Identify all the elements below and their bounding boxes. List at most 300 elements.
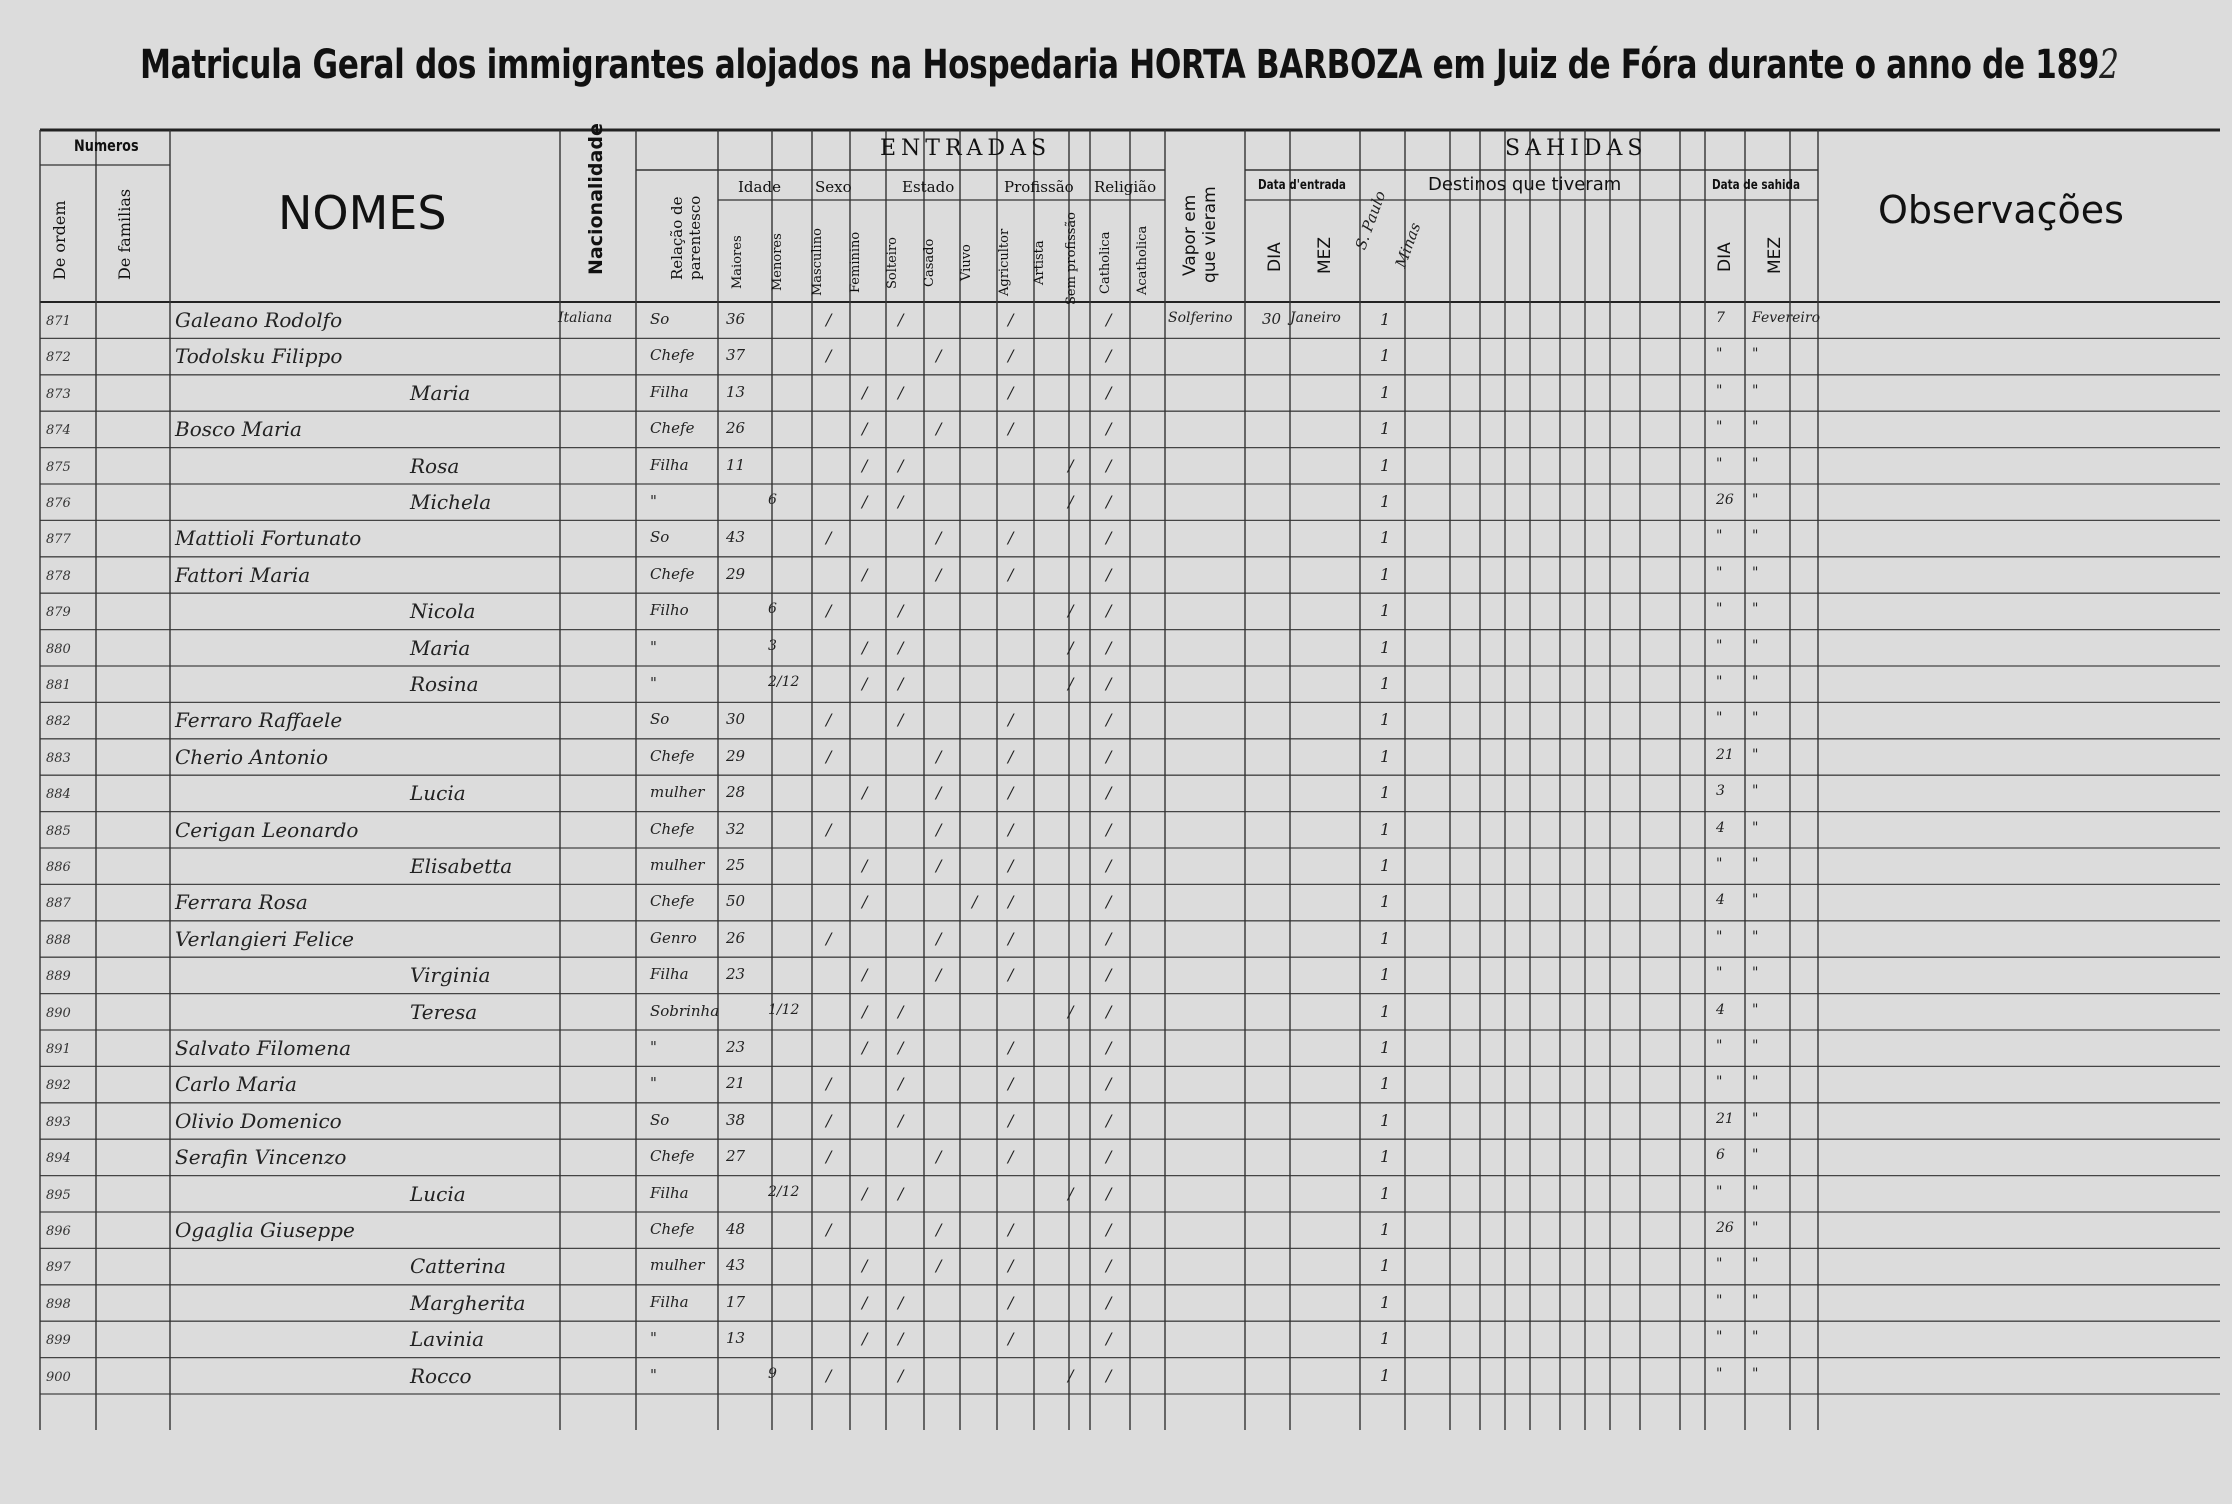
- row-religiao-mark: /: [1106, 564, 1112, 584]
- row-destino-mark: 1: [1380, 637, 1391, 657]
- row-age-minor: 1/12: [768, 1001, 800, 1018]
- row-profissao-mark: /: [1008, 310, 1014, 329]
- row-sex-mark: /: [826, 346, 832, 366]
- row-relation: Sobrinha: [650, 1001, 720, 1020]
- row-profissao-mark: /: [1008, 419, 1014, 439]
- row-destino-mark: 1: [1380, 783, 1391, 803]
- row-relation: Filha: [650, 965, 689, 984]
- row-ordem-number: 881: [46, 678, 71, 693]
- row-ordem-number: 888: [46, 932, 71, 948]
- row-dia-sahida: 3: [1716, 783, 1725, 800]
- row-estado-mark: /: [936, 564, 942, 584]
- row-relation: ": [650, 1329, 657, 1348]
- row-age-minor: 6: [768, 601, 777, 618]
- row-profissao-mark: /: [1008, 1256, 1014, 1276]
- row-religiao-mark: /: [1106, 1038, 1112, 1057]
- row-mez-sahida: ": [1752, 382, 1759, 399]
- row-mez-sahida: ": [1752, 892, 1759, 909]
- header-nacionalidade: Nacionalidade: [585, 123, 607, 275]
- row-relation: mulher: [650, 783, 705, 802]
- row-dia-sahida: ": [1716, 601, 1723, 618]
- row-age-adult: 26: [726, 928, 746, 947]
- row-relation: Chefe: [650, 419, 695, 438]
- row-relation: Filho: [650, 601, 689, 620]
- row-estado-mark: /: [936, 928, 942, 948]
- row-sex-mark: /: [862, 1329, 868, 1349]
- row-sex-mark: /: [862, 564, 868, 584]
- row-mez-sahida: ": [1752, 564, 1759, 581]
- row-age-adult: 28: [726, 783, 746, 802]
- row-profissao-mark: /: [1008, 710, 1014, 730]
- row-name: Olivio Domenico: [175, 1108, 342, 1133]
- row-age-adult: 21: [726, 1074, 746, 1093]
- row-estado-mark: /: [898, 710, 904, 730]
- row-destino-mark: 1: [1380, 856, 1391, 875]
- header-mez-sahida: MEZ: [1765, 236, 1785, 274]
- row-ordem-number: 880: [46, 641, 71, 657]
- row-age-adult: 36: [726, 310, 746, 328]
- row-name: Lucia: [410, 781, 466, 806]
- row-profissao-mark: /: [1008, 819, 1014, 839]
- row-profissao-mark: /: [1008, 856, 1014, 875]
- row-profissao-mark: /: [1008, 928, 1014, 948]
- row-dia-sahida: ": [1716, 674, 1723, 690]
- row-religiao-mark: /: [1106, 1329, 1112, 1349]
- row-mez-sahida: ": [1752, 1110, 1759, 1127]
- row-name: Nicola: [410, 599, 476, 624]
- row-religiao-mark: /: [1106, 1220, 1112, 1239]
- row-estado-mark: /: [898, 492, 904, 511]
- row-ordem-number: 896: [46, 1224, 71, 1239]
- row-name: Virginia: [410, 963, 491, 988]
- row-relation: Filha: [650, 1292, 689, 1311]
- row-age-minor: 9: [768, 1365, 777, 1382]
- row-estado-mark: /: [898, 455, 904, 475]
- row-age-adult: 13: [726, 382, 746, 401]
- row-destino-mark: 1: [1380, 1329, 1391, 1349]
- row-age-adult: 13: [726, 1329, 746, 1348]
- row-relation: ": [650, 1038, 657, 1056]
- row-profissao-mark: /: [1008, 564, 1014, 584]
- row-ordem-number: 886: [46, 860, 71, 875]
- row-ordem-number: 897: [46, 1260, 71, 1276]
- row-relation: Genro: [650, 928, 697, 947]
- row-destino-mark: 1: [1380, 892, 1391, 912]
- row-ordem-number: 882: [46, 714, 71, 730]
- row-relation: Chefe: [650, 564, 695, 583]
- row-mez-sahida: ": [1752, 1038, 1759, 1054]
- row-religiao-mark: /: [1106, 710, 1112, 730]
- row-mez-sahida: ": [1752, 419, 1759, 436]
- header-nomes: NOMES: [278, 186, 447, 240]
- row-destino-mark: 1: [1380, 346, 1391, 366]
- row-name: Teresa: [410, 999, 478, 1024]
- row-relation: Chefe: [650, 892, 695, 911]
- row-estado-mark: /: [936, 965, 942, 985]
- row-destino-mark: 1: [1380, 710, 1391, 730]
- row-age-minor: 2/12: [768, 674, 800, 690]
- row-name: Todolsku Filippo: [175, 344, 343, 369]
- row-destino-mark: 1: [1380, 1183, 1391, 1203]
- row-nationality: Italiana: [558, 310, 613, 326]
- header-agricultor: Agricultor: [997, 228, 1012, 296]
- row-sex-mark: /: [862, 382, 868, 402]
- row-relation: Chefe: [650, 346, 695, 365]
- row-destino-mark: 1: [1380, 382, 1391, 402]
- row-ordem-number: 892: [46, 1078, 71, 1094]
- row-ordem-number: 899: [46, 1333, 71, 1349]
- row-ordem-number: 884: [46, 787, 71, 803]
- header-profissao: Profissão: [1004, 178, 1074, 196]
- row-estado-mark: /: [898, 382, 904, 402]
- row-relation: ": [650, 1074, 657, 1093]
- row-name: Maria: [410, 380, 471, 405]
- row-religiao-mark: /: [1106, 965, 1112, 985]
- row-name: Ferraro Raffaele: [175, 708, 343, 733]
- row-profissao-mark: /: [1008, 892, 1014, 912]
- row-sex-mark: /: [862, 419, 868, 439]
- row-destino-mark: 1: [1380, 1110, 1391, 1130]
- header-entradas: ENTRADAS: [880, 136, 1052, 161]
- row-dia-sahida: 4: [1716, 819, 1725, 836]
- row-profissao-mark: /: [1008, 346, 1014, 366]
- header-feminino: Feminino: [848, 231, 863, 293]
- row-dia-sahida: ": [1716, 419, 1723, 436]
- row-religiao-mark: /: [1106, 819, 1112, 839]
- row-estado-mark: /: [936, 746, 942, 766]
- row-religiao-mark: /: [1106, 928, 1112, 948]
- row-ordem-number: 878: [46, 568, 71, 584]
- row-name: Fattori Maria: [175, 562, 311, 587]
- row-name: Ferrara Rosa: [175, 890, 308, 915]
- row-profissao-mark: /: [1008, 1110, 1014, 1130]
- row-profissao-mark: /: [1008, 528, 1014, 548]
- row-dia-sahida: 26: [1716, 1220, 1734, 1236]
- row-mez-sahida: ": [1752, 528, 1759, 545]
- row-sex-mark: /: [862, 637, 868, 657]
- row-dia-sahida: ": [1716, 1329, 1723, 1346]
- row-estado-mark: /: [936, 528, 942, 548]
- row-age-adult: 43: [726, 1256, 746, 1275]
- row-profissao-mark: /: [1068, 455, 1074, 475]
- row-relation: mulher: [650, 856, 705, 874]
- row-name: Elisabetta: [410, 854, 513, 878]
- header-observacoes: Observações: [1878, 188, 2124, 232]
- row-mez-sahida: ": [1752, 965, 1759, 982]
- row-profissao-mark: /: [1068, 601, 1074, 621]
- row-destino-mark: 1: [1380, 1147, 1391, 1167]
- header-de-ordem: De ordem: [50, 200, 69, 280]
- header-mez-entrada: MEZ: [1315, 236, 1335, 274]
- row-dia-sahida: ": [1716, 1038, 1723, 1054]
- row-sex-mark: /: [862, 965, 868, 985]
- row-mez-sahida: ": [1752, 928, 1759, 945]
- row-dia-sahida: 21: [1716, 746, 1734, 763]
- row-dia-sahida: ": [1716, 564, 1723, 581]
- row-ordem-number: 894: [46, 1151, 71, 1167]
- row-religiao-mark: /: [1106, 1110, 1112, 1130]
- row-sex-mark: /: [826, 528, 832, 548]
- row-age-adult: 17: [726, 1292, 746, 1311]
- row-mez-sahida: ": [1752, 1220, 1759, 1236]
- row-mez-sahida: ": [1752, 819, 1759, 836]
- row-destino-mark: 1: [1380, 1038, 1391, 1057]
- row-relation: Chefe: [650, 819, 695, 838]
- row-ordem-number: 876: [46, 496, 71, 511]
- row-mez-sahida: ": [1752, 783, 1759, 800]
- row-name: Catterina: [410, 1254, 506, 1279]
- row-destino-mark: 1: [1380, 1001, 1391, 1021]
- row-religiao-mark: /: [1106, 856, 1112, 875]
- row-dia-sahida: 6: [1716, 1147, 1725, 1164]
- row-name: Verlangieri Felice: [175, 926, 355, 951]
- row-religiao-mark: /: [1106, 1074, 1112, 1094]
- row-estado-mark: /: [936, 783, 942, 803]
- row-destino-mark: 1: [1380, 564, 1391, 584]
- row-mez-sahida: ": [1752, 856, 1759, 872]
- header-destinos: Destinos que tiveram: [1428, 174, 1622, 195]
- row-ordem-number: 893: [46, 1114, 71, 1130]
- row-mez-sahida: ": [1752, 1365, 1759, 1382]
- row-sex-mark: /: [862, 783, 868, 803]
- row-dia-sahida: ": [1716, 965, 1723, 982]
- row-destino-mark: 1: [1380, 419, 1391, 439]
- row-religiao-mark: /: [1106, 674, 1112, 693]
- row-destino-mark: 1: [1380, 746, 1391, 766]
- row-age-adult: 43: [726, 528, 746, 547]
- row-mez-sahida: ": [1752, 710, 1759, 727]
- row-relation: So: [650, 710, 670, 729]
- row-name: Bosco Maria: [175, 417, 302, 442]
- row-ordem-number: 895: [46, 1187, 71, 1203]
- row-profissao-mark: /: [1068, 1183, 1074, 1203]
- row-dia-sahida: 21: [1716, 1110, 1734, 1127]
- row-sex-mark: /: [826, 710, 832, 730]
- row-name: Ogaglia Giuseppe: [175, 1218, 355, 1242]
- row-relation: ": [650, 492, 657, 510]
- row-age-adult: 11: [726, 455, 746, 474]
- row-profissao-mark: /: [1068, 1365, 1074, 1385]
- row-profissao-mark: /: [1068, 637, 1074, 657]
- row-religiao-mark: /: [1106, 1001, 1112, 1021]
- row-ordem-number: 873: [46, 386, 71, 402]
- row-sex-mark: /: [826, 1147, 832, 1167]
- row-mez-sahida: ": [1752, 637, 1759, 654]
- row-sex-mark: /: [862, 892, 868, 912]
- row-estado-mark: /: [972, 892, 978, 912]
- row-profissao-mark: /: [1008, 1292, 1014, 1312]
- row-dia-sahida: 7: [1716, 310, 1725, 326]
- row-ordem-number: 885: [46, 823, 71, 839]
- row-sex-mark: /: [826, 1110, 832, 1130]
- row-profissao-mark: /: [1008, 1220, 1014, 1239]
- row-relation: So: [650, 528, 670, 547]
- row-religiao-mark: /: [1106, 382, 1112, 402]
- row-sex-mark: /: [826, 746, 832, 766]
- row-sex-mark: /: [826, 1220, 832, 1239]
- row-estado-mark: /: [898, 1329, 904, 1349]
- row-relation: Chefe: [650, 1147, 695, 1166]
- row-sex-mark: /: [826, 601, 832, 621]
- row-age-adult: 50: [726, 892, 746, 911]
- row-mez-sahida: ": [1752, 674, 1759, 690]
- row-name: Rocco: [410, 1363, 472, 1388]
- row-mez-sahida: ": [1752, 1183, 1759, 1200]
- row-age-adult: 32: [726, 819, 746, 838]
- header-de-familias: De familias: [115, 188, 134, 280]
- page-title: [140, 42, 2119, 88]
- row-dia-sahida: ": [1716, 1365, 1723, 1382]
- destino-col-2: Minas: [1391, 220, 1425, 271]
- row-destino-mark: 1: [1380, 674, 1391, 693]
- row-ordem-number: 871: [46, 314, 71, 329]
- row-name: Michela: [410, 490, 492, 514]
- row-religiao-mark: /: [1106, 783, 1112, 803]
- row-profissao-mark: /: [1008, 1074, 1014, 1094]
- row-name: Margherita: [410, 1290, 526, 1315]
- row-relation: Filha: [650, 455, 689, 474]
- row-mez-sahida: ": [1752, 746, 1759, 763]
- row-profissao-mark: /: [1008, 783, 1014, 803]
- row-name: Rosa: [410, 453, 460, 478]
- row-name: Serafin Vincenzo: [175, 1145, 347, 1170]
- row-destino-mark: 1: [1380, 1365, 1391, 1385]
- row-name: Cherio Antonio: [175, 744, 329, 769]
- row-sex-mark: /: [826, 819, 832, 839]
- row-destino-mark: 1: [1380, 1074, 1391, 1094]
- row-dia-sahida: 26: [1716, 492, 1734, 508]
- header-masculino: Masculino: [810, 228, 825, 296]
- row-ordem-number: 890: [46, 1005, 71, 1021]
- row-age-adult: 30: [726, 710, 746, 729]
- row-religiao-mark: /: [1106, 892, 1112, 912]
- header-casado: Casado: [922, 238, 937, 287]
- row-ordem-number: 879: [46, 605, 71, 621]
- row-mez-sahida: ": [1752, 346, 1759, 363]
- row-mez-sahida: ": [1752, 1292, 1759, 1309]
- header-maiores: Maiores: [730, 235, 745, 290]
- header-numeros: Numeros: [74, 136, 139, 155]
- row-name: Mattioli Fortunato: [175, 526, 362, 551]
- header-vapor: Vapor em que vieram: [1180, 186, 1220, 284]
- row-estado-mark: /: [898, 1292, 904, 1312]
- row-estado-mark: /: [898, 1183, 904, 1203]
- row-age-adult: 23: [726, 965, 746, 984]
- row-ordem-number: 887: [46, 896, 71, 912]
- row-ordem-number: 898: [46, 1296, 71, 1312]
- row-dia-sahida: 4: [1716, 1001, 1725, 1018]
- row-mez-sahida: ": [1752, 455, 1759, 472]
- row-relation: So: [650, 1110, 670, 1129]
- row-mez-sahida: ": [1752, 1256, 1759, 1273]
- row-estado-mark: /: [898, 1365, 904, 1385]
- row-profissao-mark: /: [1068, 1001, 1074, 1021]
- row-religiao-mark: /: [1106, 1292, 1112, 1312]
- row-sex-mark: /: [826, 310, 832, 329]
- row-age-adult: 26: [726, 419, 746, 438]
- row-age-minor: 6: [768, 492, 777, 508]
- row-religiao-mark: /: [1106, 746, 1112, 766]
- row-relation: mulher: [650, 1256, 705, 1275]
- row-relation: ": [650, 1365, 657, 1384]
- row-estado-mark: /: [898, 1110, 904, 1130]
- row-relation: Chefe: [650, 746, 695, 765]
- row-sex-mark: /: [862, 455, 868, 475]
- row-estado-mark: /: [898, 1001, 904, 1021]
- title-printed: Matricula Geral dos immigrantes alojados na Hospedaria HORTA BARBOZA em Juiz de Fóra durante o anno de 189: [140, 42, 2100, 88]
- row-name: Maria: [410, 635, 471, 660]
- row-sex-mark: /: [862, 1292, 868, 1312]
- row-estado-mark: /: [936, 856, 942, 875]
- row-age-adult: 27: [726, 1147, 746, 1166]
- row-sex-mark: /: [862, 1183, 868, 1203]
- row-estado-mark: /: [898, 1038, 904, 1057]
- row-dia-sahida: ": [1716, 528, 1723, 545]
- row-sex-mark: /: [862, 856, 868, 875]
- row-dia-sahida: ": [1716, 1183, 1723, 1200]
- row-dia-sahida: ": [1716, 382, 1723, 399]
- row-religiao-mark: /: [1106, 346, 1112, 366]
- row-age-adult: 29: [726, 746, 746, 765]
- header-acatholica: Acatholica: [1135, 225, 1150, 296]
- row-mez-sahida: Fevereiro: [1752, 310, 1821, 326]
- row-destino-mark: 1: [1380, 455, 1391, 475]
- row-mez-sahida: ": [1752, 1147, 1759, 1164]
- row-estado-mark: /: [936, 819, 942, 839]
- row-profissao-mark: /: [1008, 965, 1014, 985]
- row-profissao-mark: /: [1068, 492, 1074, 511]
- row-profissao-mark: /: [1008, 746, 1014, 766]
- row-religiao-mark: /: [1106, 601, 1112, 621]
- row-destino-mark: 1: [1380, 601, 1391, 621]
- row-sex-mark: /: [862, 674, 868, 693]
- row-estado-mark: /: [898, 310, 904, 329]
- row-age-minor: 2/12: [768, 1183, 800, 1200]
- row-age-adult: 38: [726, 1110, 746, 1129]
- header-solteiro: Solteiro: [885, 236, 900, 289]
- row-profissao-mark: /: [1008, 1038, 1014, 1057]
- row-mez-sahida: ": [1752, 601, 1759, 618]
- row-estado-mark: /: [936, 1256, 942, 1276]
- row-age-adult: 48: [726, 1220, 746, 1238]
- row-profissao-mark: /: [1068, 674, 1074, 693]
- row-destino-mark: 1: [1380, 819, 1391, 839]
- row-estado-mark: /: [898, 637, 904, 657]
- row-vapor: Solferino: [1168, 310, 1233, 326]
- row-estado-mark: /: [898, 601, 904, 621]
- row-dia-sahida: ": [1716, 710, 1723, 727]
- row-religiao-mark: /: [1106, 1183, 1112, 1203]
- row-age-minor: 3: [768, 637, 777, 654]
- row-dia-sahida: ": [1716, 637, 1723, 654]
- row-estado-mark: /: [936, 419, 942, 439]
- row-profissao-mark: /: [1008, 382, 1014, 402]
- row-mez-sahida: ": [1752, 492, 1759, 508]
- row-mez-sahida: ": [1752, 1001, 1759, 1018]
- header-sexo: Sexo: [815, 178, 852, 196]
- row-profissao-mark: /: [1008, 1329, 1014, 1349]
- row-religiao-mark: /: [1106, 310, 1112, 329]
- row-ordem-number: 872: [46, 350, 71, 366]
- row-age-adult: 25: [726, 856, 746, 874]
- header-religiao: Religião: [1094, 178, 1157, 196]
- row-ordem-number: 875: [46, 459, 71, 475]
- row-sex-mark: /: [862, 1001, 868, 1021]
- row-ordem-number: 877: [46, 532, 71, 548]
- row-name: Lucia: [410, 1181, 466, 1206]
- row-estado-mark: /: [936, 1220, 942, 1239]
- header-relacao: Relação de parentesco: [668, 195, 704, 281]
